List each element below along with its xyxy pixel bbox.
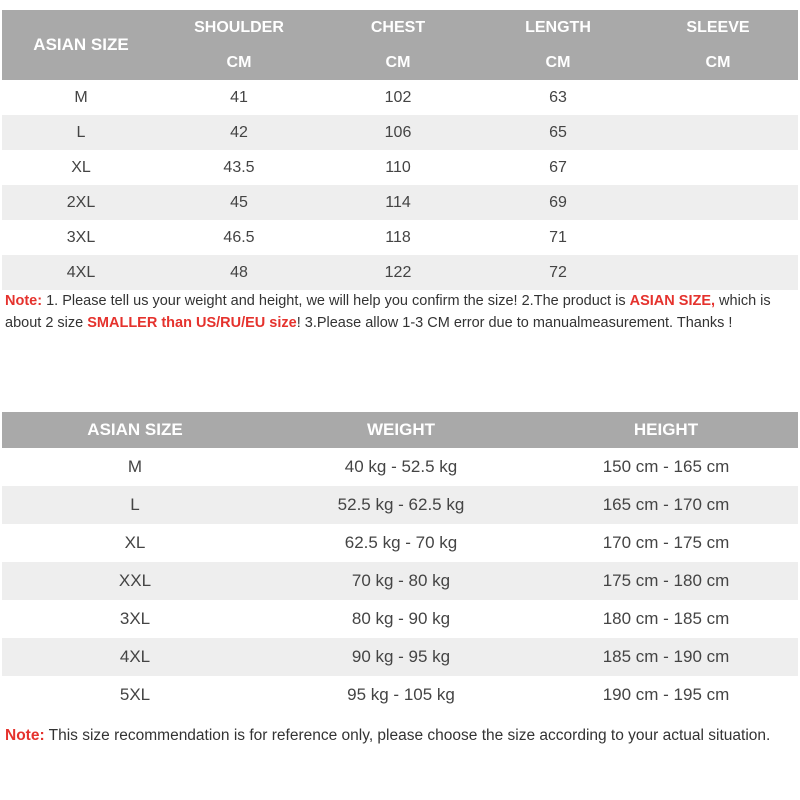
- header-chest-unit: CM: [318, 45, 478, 80]
- table-row: [2, 676, 798, 714]
- table-row: [2, 220, 798, 255]
- weight-cell: 90 kg - 95 kg: [268, 638, 534, 676]
- size-cell: 4XL: [2, 255, 160, 290]
- chest-cell: 122: [318, 255, 478, 290]
- sleeve-cell: [638, 255, 798, 290]
- header-length-unit: CM: [478, 45, 638, 80]
- height-cell: 175 cm - 180 cm: [534, 562, 798, 600]
- note-smaller-size: SMALLER than US/RU/EU size: [87, 315, 297, 331]
- size-note: [5, 290, 797, 334]
- table-row: [2, 80, 798, 115]
- header-asian-size: ASIAN SIZE: [2, 10, 160, 80]
- note-text-part2: which is about 2 size: [5, 293, 771, 331]
- header-sleeve: SLEEVE: [638, 10, 798, 45]
- chest-cell: 106: [318, 115, 478, 150]
- shoulder-cell: 43.5: [223, 158, 255, 176]
- size-cell: 3XL: [119, 609, 151, 628]
- table-row: [2, 486, 798, 524]
- table-row: [2, 255, 798, 290]
- height-cell: 170 cm - 175 cm: [602, 533, 730, 552]
- sleeve-cell: [638, 80, 798, 115]
- header-length: LENGTH: [478, 10, 638, 45]
- shoulder-cell: 45: [160, 185, 318, 220]
- length-cell: 71: [549, 228, 567, 246]
- size-cell: 5XL: [119, 685, 151, 704]
- shoulder-cell: 42: [160, 115, 318, 150]
- recommendation-note: [5, 724, 797, 748]
- table-row: [2, 448, 798, 486]
- chest-cell: 102: [384, 88, 412, 106]
- table-row: [2, 638, 798, 676]
- shoulder-cell: 48: [160, 255, 318, 290]
- note2-text: This size recommendation is for reference only, please choose the size according to your actual situation.: [44, 727, 771, 744]
- length-cell: 69: [478, 185, 638, 220]
- height-cell: 180 cm - 185 cm: [602, 609, 730, 628]
- size-cell: 3XL: [66, 228, 96, 246]
- size-cell: XXL: [2, 562, 268, 600]
- height-cell: 185 cm - 190 cm: [534, 638, 798, 676]
- header-shoulder: SHOULDER: [160, 10, 318, 45]
- size-cell: 2XL: [2, 185, 160, 220]
- note2-label: Note:: [5, 727, 45, 744]
- shoulder-cell: 41: [230, 88, 248, 106]
- sleeve-cell: [638, 115, 798, 150]
- header-reco-asian-size: ASIAN SIZE: [2, 412, 268, 448]
- height-cell: 150 cm - 165 cm: [602, 457, 730, 476]
- length-cell: 63: [549, 88, 567, 106]
- chest-cell: 118: [385, 228, 411, 246]
- table-row: [2, 524, 798, 562]
- size-measurement-body: [2, 80, 798, 290]
- note-text-part1: 1. Please tell us your weight and height, we will help you confirm the size! 2.The product is: [42, 293, 630, 309]
- size-cell: M: [127, 457, 143, 476]
- sleeve-cell: [638, 150, 798, 185]
- size-recommendation-table: [2, 412, 798, 714]
- size-cell: L: [2, 115, 160, 150]
- header-chest: CHEST: [318, 10, 478, 45]
- chest-cell: 114: [318, 185, 478, 220]
- weight-cell: 80 kg - 90 kg: [351, 609, 451, 628]
- weight-cell: 95 kg - 105 kg: [347, 685, 455, 704]
- height-cell: 190 cm - 195 cm: [602, 685, 730, 704]
- size-cell: XL: [124, 533, 146, 552]
- size-cell: M: [74, 88, 88, 106]
- length-cell: 65: [478, 115, 638, 150]
- header-sleeve-unit: CM: [638, 45, 798, 80]
- size-cell: XL: [71, 158, 91, 176]
- length-cell: 67: [549, 158, 567, 176]
- sleeve-cell: [638, 220, 798, 255]
- table-row: [2, 185, 798, 220]
- header-height: HEIGHT: [534, 412, 798, 448]
- size-recommendation-header: [2, 412, 798, 448]
- note-label: Note:: [5, 293, 43, 309]
- table-row: [2, 115, 798, 150]
- size-measurement-header: [2, 10, 798, 80]
- height-cell: 165 cm - 170 cm: [534, 486, 798, 524]
- header-shoulder-unit: CM: [160, 45, 318, 80]
- length-cell: 72: [478, 255, 638, 290]
- weight-cell: 52.5 kg - 62.5 kg: [268, 486, 534, 524]
- weight-cell: 70 kg - 80 kg: [268, 562, 534, 600]
- table-row: [2, 562, 798, 600]
- weight-cell: 62.5 kg - 70 kg: [344, 533, 458, 552]
- note-text-part3: ! 3.Please allow 1-3 CM error due to manualmeasurement. Thanks !: [296, 315, 733, 331]
- table-row: [2, 600, 798, 638]
- size-cell: L: [2, 486, 268, 524]
- weight-cell: 40 kg - 52.5 kg: [344, 457, 458, 476]
- table-row: [2, 150, 798, 185]
- note-asian-size: ASIAN SIZE,: [629, 293, 716, 309]
- shoulder-cell: 46.5: [223, 228, 255, 246]
- header-weight: WEIGHT: [268, 412, 534, 448]
- size-measurement-table: [2, 10, 798, 290]
- sleeve-cell: [638, 185, 798, 220]
- size-cell: 4XL: [2, 638, 268, 676]
- chest-cell: 110: [385, 158, 411, 176]
- size-recommendation-body: [2, 448, 798, 714]
